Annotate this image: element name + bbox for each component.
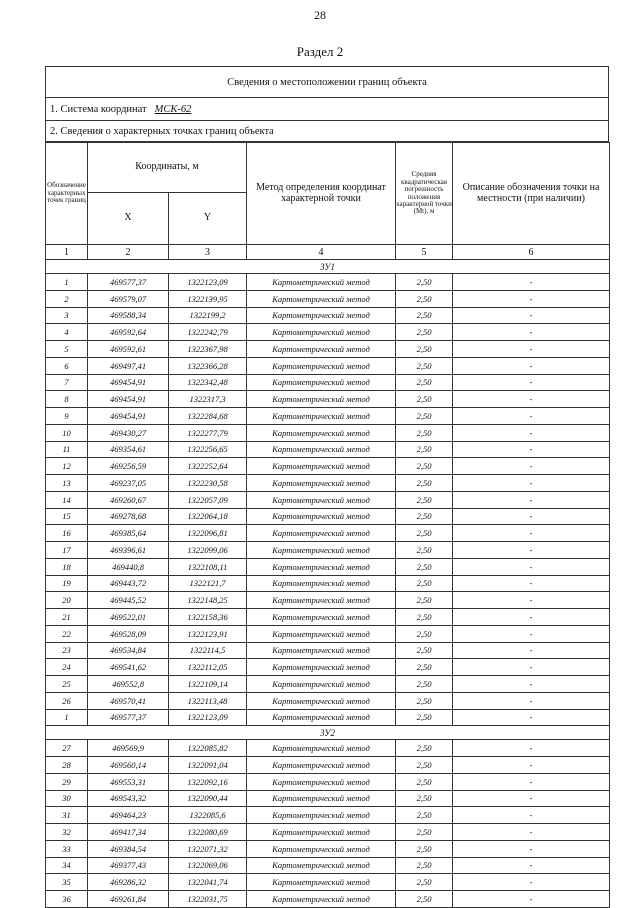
coord-y: 1322085,82 [169, 740, 247, 757]
error-cell: 2,50 [396, 341, 453, 358]
coord-y: 1322109,14 [169, 676, 247, 693]
coord-x: 469560,14 [88, 757, 169, 774]
description-cell: - [453, 857, 610, 874]
point-number: 24 [46, 659, 88, 676]
table-row [46, 491, 610, 508]
coord-y: 1322113,48 [169, 692, 247, 709]
error-cell: 2,50 [396, 874, 453, 891]
table-row [46, 676, 610, 693]
error-cell: 2,50 [396, 642, 453, 659]
point-number: 20 [46, 592, 88, 609]
method-cell: Картометрический метод [247, 374, 396, 391]
point-number: 29 [46, 773, 88, 790]
description-cell: - [453, 290, 610, 307]
coord-y: 1322158,36 [169, 609, 247, 626]
point-number: 31 [46, 807, 88, 824]
coord-x: 469569,9 [88, 740, 169, 757]
error-cell: 2,50 [396, 592, 453, 609]
point-number: 28 [46, 757, 88, 774]
table-row [46, 525, 610, 542]
point-number: 11 [46, 441, 88, 458]
coord-y: 1322031,75 [169, 891, 247, 908]
coord-y: 1322242,79 [169, 324, 247, 341]
coord-x: 469577,37 [88, 274, 169, 291]
coord-x: 469440,8 [88, 558, 169, 575]
coord-x: 469384,54 [88, 840, 169, 857]
coord-y: 1322252,64 [169, 458, 247, 475]
coord-x: 469445,52 [88, 592, 169, 609]
error-cell: 2,50 [396, 659, 453, 676]
coord-x: 469260,67 [88, 491, 169, 508]
coord-x: 469443,72 [88, 575, 169, 592]
group-row [46, 726, 610, 740]
coord-y: 1322123,09 [169, 709, 247, 726]
method-cell: Картометрический метод [247, 508, 396, 525]
column-number: 3 [169, 245, 247, 260]
coord-y: 1322080,69 [169, 824, 247, 841]
points-section-label: 2. Сведения о характерных точках границ объекта [45, 121, 609, 142]
column-number: 5 [396, 245, 453, 260]
point-number: 15 [46, 508, 88, 525]
error-cell: 2,50 [396, 424, 453, 441]
method-cell: Картометрический метод [247, 458, 396, 475]
table-row [46, 609, 610, 626]
method-cell: Картометрический метод [247, 290, 396, 307]
method-cell: Картометрический метод [247, 874, 396, 891]
error-cell: 2,50 [396, 458, 453, 475]
point-number: 1 [46, 709, 88, 726]
coord-x: 469553,31 [88, 773, 169, 790]
error-cell: 2,50 [396, 491, 453, 508]
method-cell: Картометрический метод [247, 357, 396, 374]
method-cell: Картометрический метод [247, 840, 396, 857]
coord-y: 1322057,09 [169, 491, 247, 508]
method-cell: Картометрический метод [247, 692, 396, 709]
coord-y: 1322085,6 [169, 807, 247, 824]
table-row [46, 542, 610, 559]
table-row [46, 840, 610, 857]
table-row [46, 857, 610, 874]
error-cell: 2,50 [396, 290, 453, 307]
method-cell: Картометрический метод [247, 625, 396, 642]
point-number: 4 [46, 324, 88, 341]
error-cell: 2,50 [396, 625, 453, 642]
table-body [46, 245, 610, 908]
coord-x: 469522,01 [88, 609, 169, 626]
coordinate-system-row [45, 98, 609, 121]
description-cell: - [453, 757, 610, 774]
column-number: 2 [88, 245, 169, 260]
table-row [46, 508, 610, 525]
header-method: Метод определения координат характерной точки [247, 143, 396, 245]
coord-x: 469377,43 [88, 857, 169, 874]
point-number: 13 [46, 475, 88, 492]
coord-y: 1322284,68 [169, 408, 247, 425]
coord-y: 1322256,65 [169, 441, 247, 458]
table-row [46, 324, 610, 341]
description-cell: - [453, 625, 610, 642]
document-title: Сведения о местоположении границ объекта [45, 66, 609, 98]
error-cell: 2,50 [396, 508, 453, 525]
table-row [46, 290, 610, 307]
coord-x: 469552,8 [88, 676, 169, 693]
method-cell: Картометрический метод [247, 676, 396, 693]
error-cell: 2,50 [396, 824, 453, 841]
coord-x: 469278,68 [88, 508, 169, 525]
coord-x: 469385,64 [88, 525, 169, 542]
point-number: 1 [46, 274, 88, 291]
document-sheet [45, 66, 609, 908]
error-cell: 2,50 [396, 307, 453, 324]
table-row [46, 692, 610, 709]
page-number: 28 [314, 8, 326, 22]
method-cell: Картометрический метод [247, 542, 396, 559]
point-number: 12 [46, 458, 88, 475]
table-row [46, 408, 610, 425]
table-row [46, 592, 610, 609]
column-number: 1 [46, 245, 88, 260]
description-cell: - [453, 740, 610, 757]
coord-x: 469588,34 [88, 307, 169, 324]
method-cell: Картометрический метод [247, 642, 396, 659]
coord-y: 1322092,16 [169, 773, 247, 790]
table-row [46, 357, 610, 374]
error-cell: 2,50 [396, 575, 453, 592]
description-cell: - [453, 441, 610, 458]
method-cell: Картометрический метод [247, 341, 396, 358]
description-cell: - [453, 391, 610, 408]
error-cell: 2,50 [396, 274, 453, 291]
table-row [46, 391, 610, 408]
description-cell: - [453, 592, 610, 609]
description-cell: - [453, 773, 610, 790]
error-cell: 2,50 [396, 891, 453, 908]
method-cell: Картометрический метод [247, 475, 396, 492]
header-coordinates: Координаты, м [88, 143, 247, 193]
coord-y: 1322064,18 [169, 508, 247, 525]
point-number: 23 [46, 642, 88, 659]
point-number: 17 [46, 542, 88, 559]
table-row [46, 659, 610, 676]
point-number: 26 [46, 692, 88, 709]
error-cell: 2,50 [396, 807, 453, 824]
coord-x: 469497,41 [88, 357, 169, 374]
method-cell: Картометрический метод [247, 441, 396, 458]
error-cell: 2,50 [396, 441, 453, 458]
table-row [46, 341, 610, 358]
method-cell: Картометрический метод [247, 592, 396, 609]
description-cell: - [453, 491, 610, 508]
method-cell: Картометрический метод [247, 740, 396, 757]
point-number: 8 [46, 391, 88, 408]
error-cell: 2,50 [396, 324, 453, 341]
coord-y: 1322069,06 [169, 857, 247, 874]
error-cell: 2,50 [396, 773, 453, 790]
error-cell: 2,50 [396, 857, 453, 874]
table-row [46, 642, 610, 659]
method-cell: Картометрический метод [247, 324, 396, 341]
table-row [46, 458, 610, 475]
coord-x: 469592,64 [88, 324, 169, 341]
table-row [46, 807, 610, 824]
coord-y: 1322366,28 [169, 357, 247, 374]
description-cell: - [453, 307, 610, 324]
column-number-row [46, 245, 610, 260]
coord-x: 469592,61 [88, 341, 169, 358]
header-designation: Обозначение характерных точек границ [46, 143, 88, 245]
coord-y: 1322099,06 [169, 542, 247, 559]
method-cell: Картометрический метод [247, 274, 396, 291]
method-cell: Картометрический метод [247, 575, 396, 592]
method-cell: Картометрический метод [247, 491, 396, 508]
error-cell: 2,50 [396, 408, 453, 425]
group-name: ЗУ1 [46, 260, 610, 274]
description-cell: - [453, 807, 610, 824]
coord-x: 469430,27 [88, 424, 169, 441]
description-cell: - [453, 709, 610, 726]
point-number: 19 [46, 575, 88, 592]
header-y: Y [169, 193, 247, 245]
coord-y: 1322096,81 [169, 525, 247, 542]
coord-y: 1322342,48 [169, 374, 247, 391]
point-number: 14 [46, 491, 88, 508]
description-cell: - [453, 475, 610, 492]
error-cell: 2,50 [396, 609, 453, 626]
coordinate-system-label: 1. Система координат [50, 103, 147, 115]
table-row [46, 757, 610, 774]
description-cell: - [453, 558, 610, 575]
error-cell: 2,50 [396, 790, 453, 807]
coord-y: 1322091,04 [169, 757, 247, 774]
coord-y: 1322123,09 [169, 274, 247, 291]
method-cell: Картометрический метод [247, 307, 396, 324]
coord-x: 469541,62 [88, 659, 169, 676]
coord-x: 469534,84 [88, 642, 169, 659]
method-cell: Картометрический метод [247, 391, 396, 408]
method-cell: Картометрический метод [247, 807, 396, 824]
method-cell: Картометрический метод [247, 857, 396, 874]
point-number: 7 [46, 374, 88, 391]
point-number: 10 [46, 424, 88, 441]
error-cell: 2,50 [396, 475, 453, 492]
description-cell: - [453, 609, 610, 626]
coord-y: 1322121,7 [169, 575, 247, 592]
description-cell: - [453, 458, 610, 475]
table-row [46, 374, 610, 391]
description-cell: - [453, 324, 610, 341]
coord-y: 1322367,98 [169, 341, 247, 358]
description-cell: - [453, 692, 610, 709]
point-number: 3 [46, 307, 88, 324]
point-number: 27 [46, 740, 88, 757]
point-number: 33 [46, 840, 88, 857]
point-number: 32 [46, 824, 88, 841]
point-number: 22 [46, 625, 88, 642]
column-number: 6 [453, 245, 610, 260]
table-row [46, 709, 610, 726]
method-cell: Картометрический метод [247, 609, 396, 626]
description-cell: - [453, 790, 610, 807]
error-cell: 2,50 [396, 757, 453, 774]
table-row [46, 424, 610, 441]
coord-x: 469261,84 [88, 891, 169, 908]
section-title: Раздел 2 [296, 44, 344, 59]
table-row [46, 625, 610, 642]
table-row [46, 307, 610, 324]
method-cell: Картометрический метод [247, 709, 396, 726]
description-cell: - [453, 408, 610, 425]
coordinate-system-value: МСК-62 [154, 103, 192, 115]
coord-x: 469577,37 [88, 709, 169, 726]
method-cell: Картометрический метод [247, 525, 396, 542]
error-cell: 2,50 [396, 391, 453, 408]
description-cell: - [453, 508, 610, 525]
coord-y: 1322108,11 [169, 558, 247, 575]
table-row [46, 274, 610, 291]
header-error: Средняя квадратическая погрешность положения характерной точки (Mt), м [396, 143, 453, 245]
coord-y: 1322090,44 [169, 790, 247, 807]
coord-y: 1322148,25 [169, 592, 247, 609]
coord-y: 1322139,95 [169, 290, 247, 307]
description-cell: - [453, 840, 610, 857]
point-number: 18 [46, 558, 88, 575]
method-cell: Картометрический метод [247, 824, 396, 841]
table-row [46, 740, 610, 757]
method-cell: Картометрический метод [247, 790, 396, 807]
description-cell: - [453, 824, 610, 841]
method-cell: Картометрический метод [247, 424, 396, 441]
coord-x: 469454,91 [88, 374, 169, 391]
table-row [46, 790, 610, 807]
method-cell: Картометрический метод [247, 757, 396, 774]
point-number: 30 [46, 790, 88, 807]
coord-y: 1322071,32 [169, 840, 247, 857]
coord-x: 469454,91 [88, 391, 169, 408]
coord-y: 1322123,91 [169, 625, 247, 642]
description-cell: - [453, 575, 610, 592]
coord-x: 469570,41 [88, 692, 169, 709]
point-number: 16 [46, 525, 88, 542]
column-number: 4 [247, 245, 396, 260]
coord-y: 1322230,58 [169, 475, 247, 492]
method-cell: Картометрический метод [247, 558, 396, 575]
error-cell: 2,50 [396, 558, 453, 575]
table-row [46, 575, 610, 592]
coord-x: 469464,23 [88, 807, 169, 824]
coord-y: 1322317,3 [169, 391, 247, 408]
point-number: 35 [46, 874, 88, 891]
description-cell: - [453, 874, 610, 891]
method-cell: Картометрический метод [247, 659, 396, 676]
table-row [46, 773, 610, 790]
method-cell: Картометрический метод [247, 408, 396, 425]
point-number: 25 [46, 676, 88, 693]
coord-x: 469237,05 [88, 475, 169, 492]
method-cell: Картометрический метод [247, 891, 396, 908]
coord-x: 469354,61 [88, 441, 169, 458]
coord-y: 1322112,05 [169, 659, 247, 676]
coord-x: 469417,34 [88, 824, 169, 841]
coord-x: 469528,09 [88, 625, 169, 642]
point-number: 5 [46, 341, 88, 358]
error-cell: 2,50 [396, 709, 453, 726]
error-cell: 2,50 [396, 692, 453, 709]
coord-y: 1322277,79 [169, 424, 247, 441]
description-cell: - [453, 341, 610, 358]
table-row [46, 874, 610, 891]
error-cell: 2,50 [396, 542, 453, 559]
description-cell: - [453, 676, 610, 693]
error-cell: 2,50 [396, 676, 453, 693]
point-number: 36 [46, 891, 88, 908]
method-cell: Картометрический метод [247, 773, 396, 790]
point-number: 9 [46, 408, 88, 425]
description-cell: - [453, 891, 610, 908]
coord-x: 469256,59 [88, 458, 169, 475]
point-number: 6 [46, 357, 88, 374]
description-cell: - [453, 525, 610, 542]
error-cell: 2,50 [396, 740, 453, 757]
description-cell: - [453, 424, 610, 441]
coord-x: 469579,07 [88, 290, 169, 307]
table-row [46, 441, 610, 458]
error-cell: 2,50 [396, 357, 453, 374]
table-row [46, 558, 610, 575]
error-cell: 2,50 [396, 374, 453, 391]
group-name: ЗУ2 [46, 726, 610, 740]
description-cell: - [453, 357, 610, 374]
description-cell: - [453, 642, 610, 659]
description-cell: - [453, 274, 610, 291]
point-number: 2 [46, 290, 88, 307]
coord-x: 469286,32 [88, 874, 169, 891]
boundary-points-table [45, 142, 610, 908]
coord-x: 469543,32 [88, 790, 169, 807]
error-cell: 2,50 [396, 840, 453, 857]
error-cell: 2,50 [396, 525, 453, 542]
point-number: 21 [46, 609, 88, 626]
table-row [46, 824, 610, 841]
coord-y: 1322114,5 [169, 642, 247, 659]
description-cell: - [453, 542, 610, 559]
header-x: X [88, 193, 169, 245]
coord-y: 1322199,2 [169, 307, 247, 324]
point-number: 34 [46, 857, 88, 874]
group-row [46, 260, 610, 274]
coord-x: 469396,61 [88, 542, 169, 559]
coord-x: 469454,91 [88, 408, 169, 425]
table-row [46, 475, 610, 492]
coord-y: 1322041,74 [169, 874, 247, 891]
description-cell: - [453, 374, 610, 391]
header-description: Описание обозначения точки на местности (при наличии) [453, 143, 610, 245]
description-cell: - [453, 659, 610, 676]
